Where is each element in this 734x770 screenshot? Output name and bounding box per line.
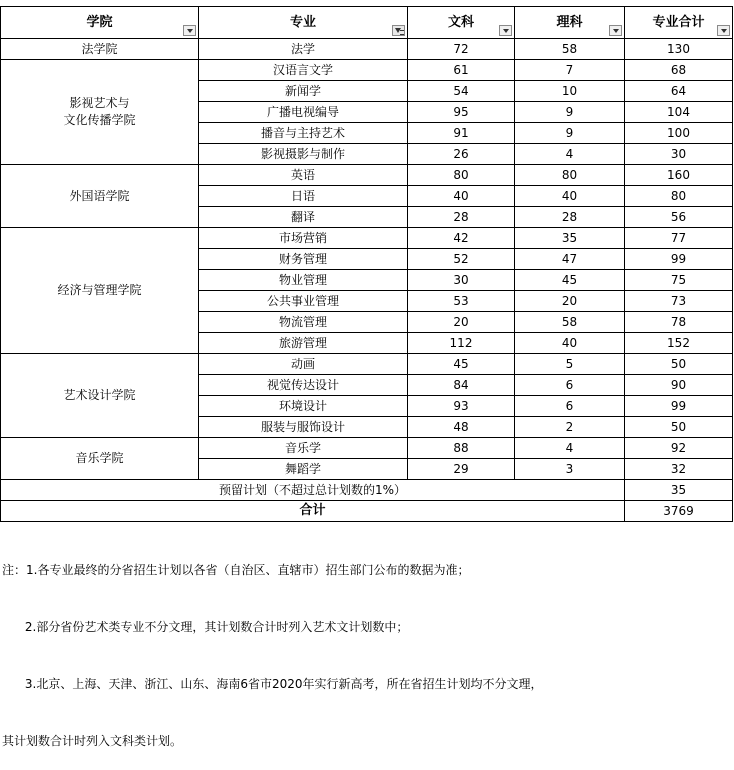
major-cell: 日语: [199, 186, 408, 207]
table-row: [1, 39, 733, 60]
liberal-cell: 40: [408, 186, 515, 207]
major-cell: 动画: [199, 354, 408, 375]
header-row: [1, 7, 733, 39]
liberal-cell: 26: [408, 144, 515, 165]
liberal-cell: 91: [408, 123, 515, 144]
liberal-cell: 52: [408, 249, 515, 270]
science-cell: 20: [515, 291, 625, 312]
total-cell: 30: [625, 144, 733, 165]
reserve-value: 35: [625, 480, 733, 501]
filter-active-icon[interactable]: [392, 25, 405, 36]
reserve-row: [1, 480, 733, 501]
major-cell: 服装与服饰设计: [199, 417, 408, 438]
science-cell: 40: [515, 186, 625, 207]
college-name: 经济与管理学院: [57, 283, 142, 297]
major-header-label: 专业: [289, 14, 316, 30]
college-name: 法学院: [81, 41, 118, 56]
filter-dropdown-icon[interactable]: [609, 25, 622, 36]
liberal-header-label: 文科: [447, 14, 474, 30]
footnote-line: 注：1.各专业最终的分省招生计划以各省（自治区、直辖市）招生部门公布的数据为准；: [2, 563, 470, 577]
liberal-cell: 20: [408, 312, 515, 333]
college-name: 影视艺术与: [69, 96, 130, 110]
liberal-cell: 28: [408, 207, 515, 228]
science-cell: 40: [515, 333, 625, 354]
liberal-cell: 45: [408, 354, 515, 375]
major-cell: 新闻学: [199, 81, 408, 102]
reserve-label: 预留计划（不超过总计划数的1%）: [1, 480, 625, 501]
filter-dropdown-icon[interactable]: [183, 25, 196, 36]
science-cell: 3: [515, 459, 625, 480]
major-cell: 播音与主持艺术: [199, 123, 408, 144]
major-cell: 音乐学: [199, 438, 408, 459]
total-cell: 90: [625, 375, 733, 396]
total-cell: 68: [625, 60, 733, 81]
liberal-cell: 84: [408, 375, 515, 396]
science-cell: 7: [515, 60, 625, 81]
liberal-cell: 61: [408, 60, 515, 81]
science-cell: 6: [515, 375, 625, 396]
liberal-cell: 93: [408, 396, 515, 417]
total-cell: 130: [625, 39, 733, 60]
major-cell: 环境设计: [199, 396, 408, 417]
college-name: 外国语学院: [69, 188, 130, 203]
science-cell: 47: [515, 249, 625, 270]
science-header: [515, 7, 625, 39]
table-row: [1, 354, 733, 375]
science-cell: 45: [515, 270, 625, 291]
total-cell: 64: [625, 81, 733, 102]
science-cell: 9: [515, 102, 625, 123]
major-cell: 市场营销: [199, 228, 408, 249]
college-name: 音乐学院: [75, 451, 124, 465]
total-cell: 32: [625, 459, 733, 480]
total-cell: 152: [625, 333, 733, 354]
college-name: 文化传播学院: [63, 113, 136, 127]
major-cell: 影视摄影与制作: [199, 144, 408, 165]
college-header: [1, 7, 199, 39]
college-cell: [1, 60, 199, 165]
major-cell: 财务管理: [199, 249, 408, 270]
major-cell: 广播电视编导: [199, 102, 408, 123]
science-cell: 58: [515, 312, 625, 333]
college-cell: [1, 438, 199, 480]
science-cell: 2: [515, 417, 625, 438]
liberal-header: [408, 7, 515, 39]
total-cell: 78: [625, 312, 733, 333]
science-cell: 10: [515, 81, 625, 102]
total-cell: 99: [625, 249, 733, 270]
liberal-cell: 72: [408, 39, 515, 60]
science-cell: 9: [515, 123, 625, 144]
total-cell: 50: [625, 354, 733, 375]
liberal-cell: 30: [408, 270, 515, 291]
college-header-label: 学院: [86, 14, 113, 30]
science-cell: 35: [515, 228, 625, 249]
major-cell: 旅游管理: [199, 333, 408, 354]
major-cell: 物流管理: [199, 312, 408, 333]
liberal-cell: 88: [408, 438, 515, 459]
total-cell: 80: [625, 186, 733, 207]
footnote-line: 3.北京、上海、天津、浙江、山东、海南6省市2020年实行新高考，所在省招生计划均不分文理，: [2, 677, 543, 691]
filter-dropdown-icon[interactable]: [499, 25, 512, 36]
science-cell: 4: [515, 438, 625, 459]
filter-dropdown-icon[interactable]: [717, 25, 730, 36]
college-cell: [1, 39, 199, 60]
footnotes: [2, 523, 543, 770]
college-cell: [1, 228, 199, 354]
total-cell: 92: [625, 438, 733, 459]
table-row: [1, 438, 733, 459]
liberal-cell: 29: [408, 459, 515, 480]
total-cell: 50: [625, 417, 733, 438]
total-header: [625, 7, 733, 39]
footnote-line: 2.部分省份艺术类专业不分文理，其计划数合计时列入艺术文计划数中；: [2, 620, 409, 634]
table-body: [1, 39, 733, 480]
science-cell: 6: [515, 396, 625, 417]
science-cell: 58: [515, 39, 625, 60]
total-cell: 56: [625, 207, 733, 228]
major-cell: 舞蹈学: [199, 459, 408, 480]
major-cell: 视觉传达设计: [199, 375, 408, 396]
science-cell: 80: [515, 165, 625, 186]
table-row: [1, 228, 733, 249]
college-cell: [1, 354, 199, 438]
major-cell: 翻译: [199, 207, 408, 228]
college-name: 艺术设计学院: [63, 388, 136, 402]
science-cell: 28: [515, 207, 625, 228]
footnote-line: 其计划数合计时列入文科类计划。: [2, 734, 183, 748]
grand-total-value: 3769: [625, 501, 733, 522]
science-cell: 5: [515, 354, 625, 375]
science-header-label: 理科: [556, 14, 583, 30]
liberal-cell: 42: [408, 228, 515, 249]
grand-total-label: 合计: [1, 501, 625, 522]
total-header-label: 专业合计: [652, 14, 705, 30]
liberal-cell: 53: [408, 291, 515, 312]
major-header: [199, 7, 408, 39]
liberal-cell: 95: [408, 102, 515, 123]
total-cell: 99: [625, 396, 733, 417]
liberal-cell: 54: [408, 81, 515, 102]
liberal-cell: 80: [408, 165, 515, 186]
major-cell: 法学: [199, 39, 408, 60]
table-row: [1, 165, 733, 186]
liberal-cell: 112: [408, 333, 515, 354]
major-cell: 物业管理: [199, 270, 408, 291]
science-cell: 4: [515, 144, 625, 165]
total-cell: 104: [625, 102, 733, 123]
total-cell: 160: [625, 165, 733, 186]
total-cell: 100: [625, 123, 733, 144]
major-cell: 公共事业管理: [199, 291, 408, 312]
college-cell: [1, 165, 199, 228]
liberal-cell: 48: [408, 417, 515, 438]
major-cell: 英语: [199, 165, 408, 186]
total-cell: 77: [625, 228, 733, 249]
table-row: [1, 60, 733, 81]
enrollment-plan-table: [0, 6, 733, 522]
major-cell: 汉语言文学: [199, 60, 408, 81]
total-cell: 75: [625, 270, 733, 291]
grand-total-row: [1, 501, 733, 522]
total-cell: 73: [625, 291, 733, 312]
